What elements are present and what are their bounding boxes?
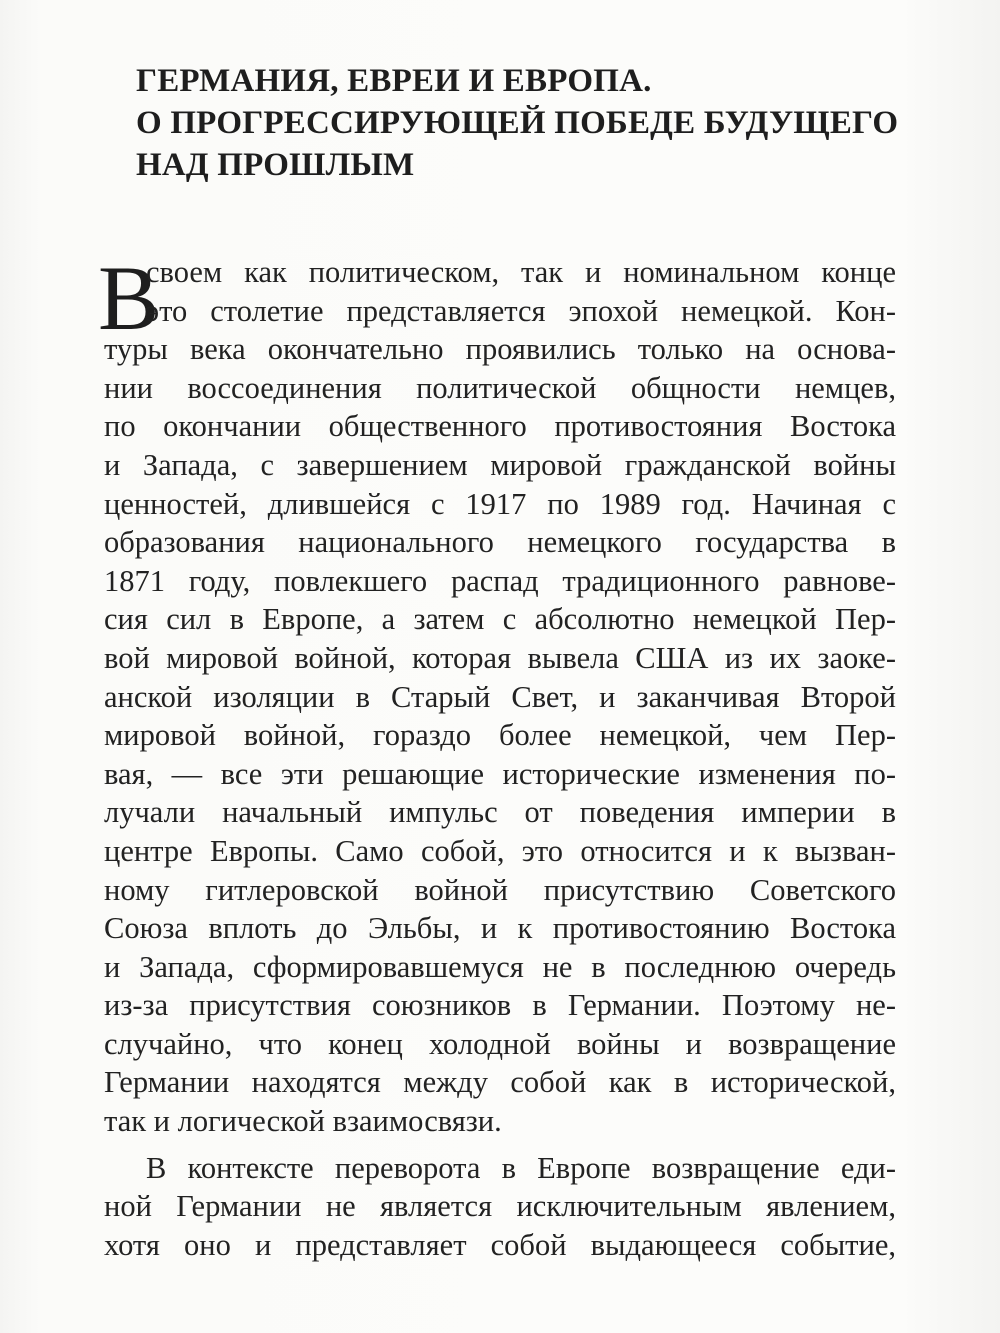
drop-cap: В <box>98 247 160 349</box>
text-line: лучали начальный импульс от поведения империи в <box>104 795 896 830</box>
text-line: ной Германии не является исключительным явлением, <box>104 1189 896 1224</box>
text-line: В контексте переворота в Европе возвращение еди- <box>146 1150 896 1185</box>
text-line: ценностей, длившейся с 1917 по 1989 год. Начиная с <box>104 486 896 521</box>
text-line: и Запада, с завершением мировой гражданской войны <box>104 447 896 482</box>
text-line: случайно, что конец холодной войны и возвращение <box>104 1026 896 1061</box>
text-line: это столетие представляется эпохой немецкой. Кон- <box>146 293 896 328</box>
text-line: ному гитлеровской войной присутствию Советского <box>104 872 896 907</box>
text-line: вая, — все эти решающие исторические изменения по- <box>104 756 896 791</box>
text-line: центре Европы. Само собой, это относится и к вызван- <box>104 833 896 868</box>
text-line: 1871 году, повлекшего распад традиционного равнове- <box>104 563 896 598</box>
chapter-heading <box>136 60 916 186</box>
text-line: туры века окончательно проявились только на основа- <box>104 332 896 367</box>
paragraph-gap <box>104 1141 896 1149</box>
text-line: нии воссоединения политической общности немцев, <box>104 370 896 405</box>
text-line: по окончании общественного противостояния Востока <box>104 409 896 444</box>
text-line: вой мировой войной, которая вывела США из их заоке- <box>104 640 896 675</box>
text-line: хотя оно и представляет собой выдающееся событие, <box>104 1227 896 1262</box>
heading-line-2: О ПРОГРЕССИРУЮЩЕЙ ПОБЕДЕ БУДУЩЕГО <box>136 105 899 141</box>
body-text <box>104 253 896 1264</box>
text-line: своем как политическом, так и номинальном конце <box>146 255 896 289</box>
text-line: из-за присутствия союзников в Германии. Поэтому не- <box>104 988 896 1023</box>
text-line: Германии находятся между собой как в исторической, <box>104 1065 896 1100</box>
text-line: так и логической взаимосвязи. <box>104 1104 502 1139</box>
heading-line-3: НАД ПРОШЛЫМ <box>136 147 415 183</box>
text-line: образования национального немецкого государства в <box>104 525 896 560</box>
heading-line-1: ГЕРМАНИЯ, ЕВРЕИ И ЕВРОПА. <box>136 63 652 99</box>
text-line: анской изоляции в Старый Свет, и заканчивая Второй <box>104 679 896 714</box>
text-line: сия сил в Европе, а затем с абсолютно немецкой Пер- <box>104 602 896 637</box>
text-line: Союза вплоть до Эльбы, и к противостоянию Востока <box>104 911 896 946</box>
text-line: и Запада, сформировавшемуся не в последнюю очередь <box>104 949 896 984</box>
text-line: мировой войной, гораздо более немецкой, чем Пер- <box>104 718 896 753</box>
